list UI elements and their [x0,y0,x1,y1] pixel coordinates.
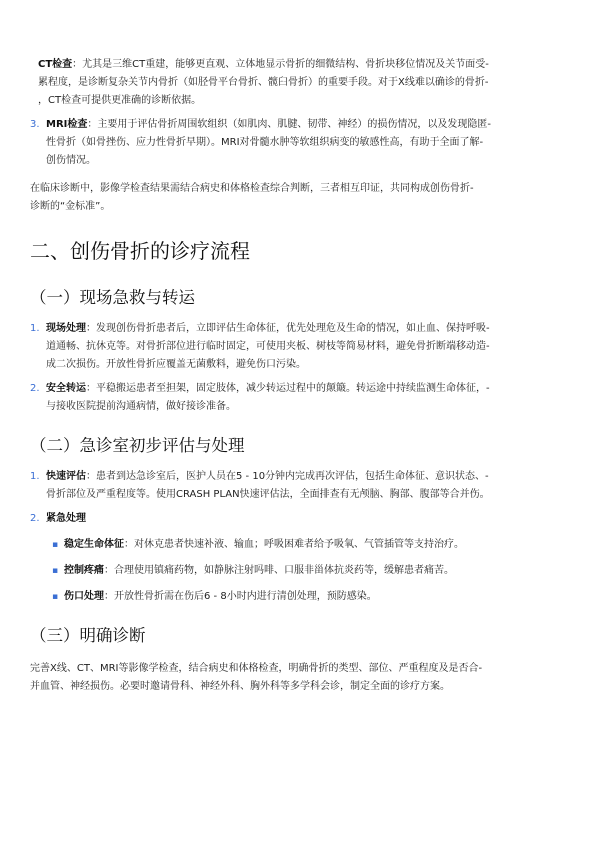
paragraph-line: 并血管、神经损伤。必要时邀请骨科、神经外科、胸外科等多学科会诊，制定全面的诊疗方案。 [30,681,450,692]
item-label: MRI检查 [46,119,88,130]
bullet-icon: ▪ [52,540,59,550]
item-text: 性骨折（如骨挫伤、应力性骨折早期）。MRI对骨髓水肿等软组织病变的敏感性高，有助于全面了解- [46,137,484,148]
list-item-emergency [30,510,570,528]
paragraph-line: 在临床诊断中，影像学检查结果需结合病史和体格检查综合判断，三者相互印证，共同构成创伤骨折- [30,183,474,194]
item-text: 骨折部位及严重程度等。使用CRASH PLAN快速评估法，全面排查有无颅脑、胸部、腹部等合并伤。 [46,489,490,500]
subsection-heading: （一）现场急救与转运 [30,288,195,307]
list-number: 1. [30,323,40,334]
bullet-icon: ▪ [52,592,59,602]
item-text: ：开放性骨折需在伤后6 - 8小时内进行清创处理，预防感染。 [104,591,377,602]
subsection-heading: （二）急诊室初步评估与处理 [30,436,245,455]
item-label: 稳定生命体征 [64,539,124,550]
item-text: ：发现创伤骨折患者后，立即评估生命体征，优先处理危及生命的情况，如止血、保持呼吸- [86,323,490,334]
item-text: 与接收医院提前沟通病情，做好接诊准备。 [46,401,236,412]
item-text: 创伤情况。 [46,155,96,166]
subsection-heading: （三）明确诊断 [30,626,146,645]
item-text: ：主要用于评估骨折周围软组织（如肌肉、肌腱、韧带、神经）的损伤情况，以及发现隐匿- [87,119,491,130]
item-label: 快速评估 [46,471,86,482]
paragraph-line: 完善X线、CT、MRI等影像学检查，结合病史和体格检查，明确骨折的类型、部位、严重程度及是否合- [30,663,483,674]
item-text: ：对休克患者快速补液、输血；呼吸困难者给予吸氧、气管插管等支持治疗。 [124,539,464,550]
paragraph-line: 诊断的“金标准”。 [30,201,111,212]
item-text: 累程度，是诊断复杂关节内骨折（如胫骨平台骨折、髋臼骨折）的重要手段。对于X线难以确诊的骨折- [38,77,489,88]
bullet-item-wound [30,588,570,606]
item-label: 控制疼痛 [64,565,104,576]
item-text: ：合理使用镇痛药物，如静脉注射吗啡、口服非甾体抗炎药等，缓解患者痛苦。 [104,565,454,576]
list-number: 2. [30,513,40,524]
list-item-quick-assess [30,468,570,504]
list-item-transport [30,380,570,416]
item-text: ：患者到达急诊室后，医护人员在5 - 10分钟内完成再次评估，包括生命体征、意识状态、- [86,471,489,482]
item-text: ，CT检查可提供更准确的诊断依据。 [38,95,202,106]
item-text: 道通畅、抗休克等。对骨折部位进行临时固定，可使用夹板、树枝等简易材料，避免骨折断端移动造- [46,341,490,352]
list-number: 2. [30,383,40,394]
section-heading: 二、创伤骨折的诊疗流程 [30,239,250,263]
list-number: 3. [30,119,40,130]
list-number: 1. [30,471,40,482]
list-item-ct [30,56,570,110]
item-label: CT检查 [38,59,73,70]
list-item-mri [30,116,570,170]
item-label: 伤口处理 [64,591,104,602]
item-text: 成二次损伤。开放性骨折应覆盖无菌敷料，避免伤口污染。 [46,359,306,370]
bullet-icon: ▪ [52,566,59,576]
item-label: 安全转运 [46,383,86,394]
document-page [30,56,570,696]
summary-paragraph [30,180,570,216]
diagnosis-paragraph [30,660,570,696]
bullet-item-pain [30,562,570,580]
item-text: ：平稳搬运患者至担架，固定肢体，减少转运过程中的颠簸。转运途中持续监测生命体征，- [86,383,490,394]
bullet-item-vitals [30,536,570,554]
item-label: 现场处理 [46,323,86,334]
list-item-onsite [30,320,570,374]
item-label: 紧急处理 [46,513,86,524]
item-text: ：尤其是三维CT重建，能够更直观、立体地显示骨折的细微结构、骨折块移位情况及关节面受- [72,59,489,70]
